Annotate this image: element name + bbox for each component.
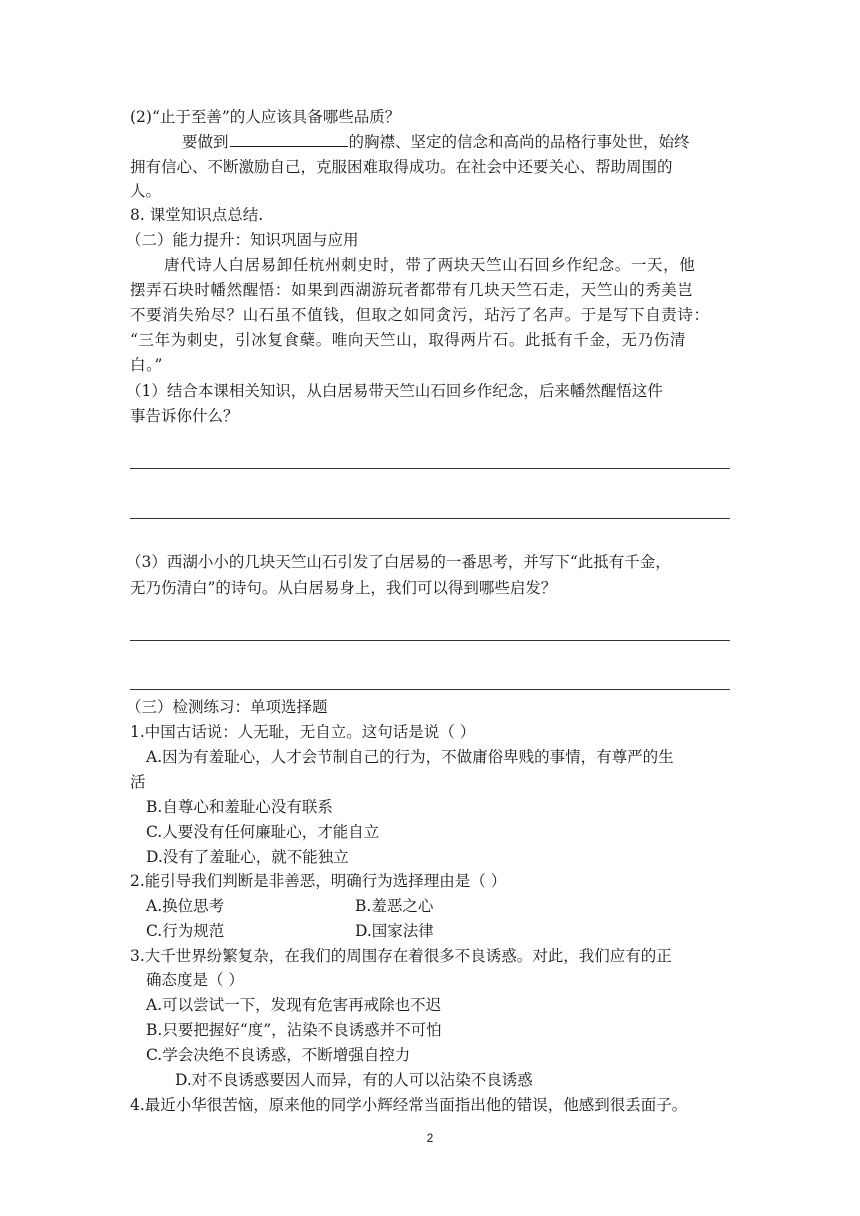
mcq-2-stem: 2.能引导我们判断是非善恶，明确行为选择理由是（ ） bbox=[130, 872, 507, 890]
mcq-1-option-d[interactable]: D.没有了羞耻心，就不能独立 bbox=[146, 848, 349, 866]
passage-line: 摆弄石块时幡然醒悟：如果到西湖游玩者都带有几块天竺石走，天竺山的秀美岂 bbox=[130, 281, 694, 299]
mcq-1-option-b[interactable]: B.自尊心和羞耻心没有联系 bbox=[146, 798, 333, 816]
fill-in-sentence bbox=[182, 130, 690, 154]
sub-question-3-cont: 无乃伤清白”的诗句。从白居易身上，我们可以得到哪些启发？ bbox=[130, 579, 557, 597]
mcq-1-option-a-cont: 活 bbox=[130, 773, 146, 791]
mcq-3-option-b[interactable]: B.只要把握好“度”，沾染不良诱惑并不可怕 bbox=[146, 1021, 442, 1039]
mcq-1-option-c[interactable]: C.人要没有任何廉耻心，才能自立 bbox=[146, 823, 380, 841]
page-number: 2 bbox=[426, 1131, 434, 1145]
mcq-3-option-d[interactable]: D.对不良诱惑要因人而异，有的人可以沾染不良诱惑 bbox=[175, 1071, 533, 1089]
mcq-4-stem: 4.最近小华很苦恼，原来他的同学小辉经常当面指出他的错误，他感到很丢面子。 bbox=[130, 1096, 688, 1114]
mcq-3-option-c[interactable]: C.学会决绝不良诱惑，不断增强自控力 bbox=[146, 1046, 411, 1064]
passage-line: 不要消失殆尽？山石虽不值钱，但取之如同贪污，玷污了名声。于是写下自责诗： bbox=[130, 306, 710, 324]
mcq-1-option-a[interactable]: A.因为有羞耻心，人才会节制自己的行为，不做庸俗卑贱的事情，有尊严的生 bbox=[146, 748, 674, 766]
mcq-2-option-a[interactable]: A.换位思考 bbox=[146, 897, 225, 915]
answer-line[interactable] bbox=[130, 640, 730, 641]
mcq-2-option-c[interactable]: C.行为规范 bbox=[146, 922, 225, 940]
mcq-2-option-b[interactable]: B.羞恶之心 bbox=[355, 897, 434, 915]
section-c-heading: （三）检测练习：单项选择题 bbox=[126, 698, 328, 716]
section-b-heading: （二）能力提升：知识巩固与应用 bbox=[126, 231, 359, 249]
answer-line[interactable] bbox=[130, 518, 730, 519]
mcq-1-stem: 1.中国古话说：人无耻，无自立。这句话是说（ ） bbox=[130, 723, 476, 741]
fill-blank[interactable] bbox=[230, 130, 348, 147]
mcq-3-stem: 3.大千世界纷繁复杂，在我们的周围存在着很多不良诱惑。对此，我们应有的正 bbox=[130, 947, 672, 965]
mcq-3-stem-cont: 确态度是（ ） bbox=[146, 971, 244, 989]
sub-question-3: （3）西湖小小的几块天竺山石引发了白居易的一番思考，并写下“此抵有千金， bbox=[126, 553, 671, 571]
mcq-2-option-d[interactable]: D.国家法律 bbox=[355, 922, 434, 940]
passage-line: 唐代诗人白居易卸任杭州刺史时，带了两块天竺山石回乡作纪念。一天，他 bbox=[164, 256, 696, 274]
fill-text-after: 的胸襟、坚定的信念和高尚的品格行事处世，始终 bbox=[348, 133, 690, 151]
fill-line-2: 拥有信心、不断激励自己，克服困难取得成功。在社会中还要关心、帮助周围的 bbox=[130, 158, 673, 176]
fill-text-before: 要做到 bbox=[182, 133, 229, 151]
passage-line: “三年为刺史，引冰复食蘖。唯向天竺山，取得两片石。此抵有千金，无乃伤清 bbox=[130, 331, 686, 349]
fill-line-3: 人。 bbox=[130, 182, 162, 200]
sub-question-1: （1）结合本课相关知识，从白居易带天竺山石回乡作纪念，后来幡然醒悟这件 bbox=[126, 382, 663, 400]
answer-line[interactable] bbox=[130, 689, 730, 690]
question-2: (2)“止于至善”的人应该具备哪些品质？ bbox=[130, 108, 401, 126]
item-8: 8. 课堂知识点总结. bbox=[130, 206, 264, 224]
answer-line[interactable] bbox=[130, 468, 730, 469]
sub-question-1-cont: 事告诉你什么？ bbox=[130, 407, 239, 425]
passage-line: 白。” bbox=[130, 356, 163, 374]
mcq-3-option-a[interactable]: A.可以尝试一下，发现有危害再戒除也不迟 bbox=[146, 996, 442, 1014]
